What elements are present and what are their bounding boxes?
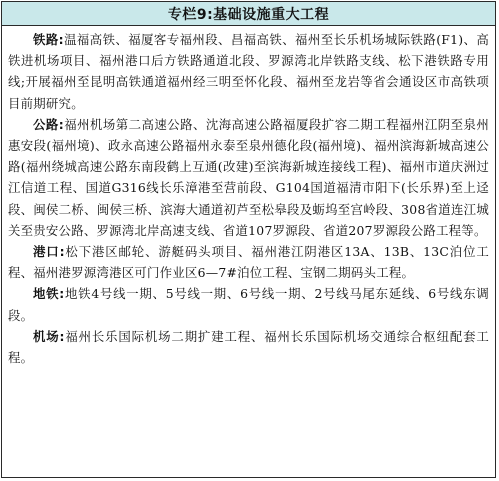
title-bar	[2, 2, 495, 26]
section-text: 温福高铁、福厦客专福州段、昌福高铁、福州至长乐机场城际铁路(F1)、高铁进机场项目、福州港口后方铁路通道北段、罗源湾北岸铁路支线、松下港铁路专用线;开展福州至昆明高铁通道福州经三明至怀化段、福州至龙岩等省会通设区市高铁项目前期研究。	[8, 32, 490, 111]
section-highway	[8, 114, 489, 241]
section-separator: :	[58, 32, 64, 47]
box-content	[2, 26, 495, 368]
section-label: 机场	[33, 328, 60, 344]
section-railway	[8, 29, 489, 114]
section-separator: :	[58, 116, 64, 132]
section-text: 福州机场第二高速公路、沈海高速公路福厦段扩容二期工程福州江阴至泉州惠安段(福州境)、政永高速公路福州永泰至泉州德化段(福州境)、福州滨海新城高速公路(福州绕城高速公路东南段鹤上互通(改建)至滨海新城连接线工程)、福州市道庆洲过江信道工程、国道G316线长乐漳港至营前段、G104国道福清市阳下(长乐界)至上迳段、闽侯二桥、闽侯三桥、滨海大通道初芦至松皋段及蛎坞至宫岭段、308省道连江城关至贵安公路、罗源湾北岸高速支线、省道107罗源段、省道207罗源段公路工程等。	[8, 116, 490, 238]
section-label: 公路	[33, 116, 59, 132]
feature-box	[1, 1, 496, 478]
section-label: 铁路	[33, 32, 59, 47]
section-airport	[8, 326, 489, 368]
section-metro	[8, 283, 489, 325]
section-separator: :	[59, 286, 65, 302]
section-text: 福州长乐国际机场二期扩建工程、福州长乐国际机场交通综合枢纽配套工程。	[8, 328, 490, 366]
section-label: 港口	[33, 244, 60, 260]
section-separator: :	[59, 328, 65, 344]
section-label: 地铁	[33, 286, 60, 302]
section-text: 地铁4号线一期、5号线一期、6号线一期、2号线马尾东延线、6号线东调段。	[8, 286, 489, 323]
section-separator: :	[59, 244, 65, 260]
section-text: 松下港区邮轮、游艇码头项目、福州港江阴港区13A、13B、13C泊位工程、福州港罗源湾港区可门作业区6—7#泊位工程、宝钢二期码头工程。	[8, 244, 489, 281]
section-port	[8, 241, 489, 283]
box-title: 专栏9:基础设施重大工程	[167, 6, 330, 23]
